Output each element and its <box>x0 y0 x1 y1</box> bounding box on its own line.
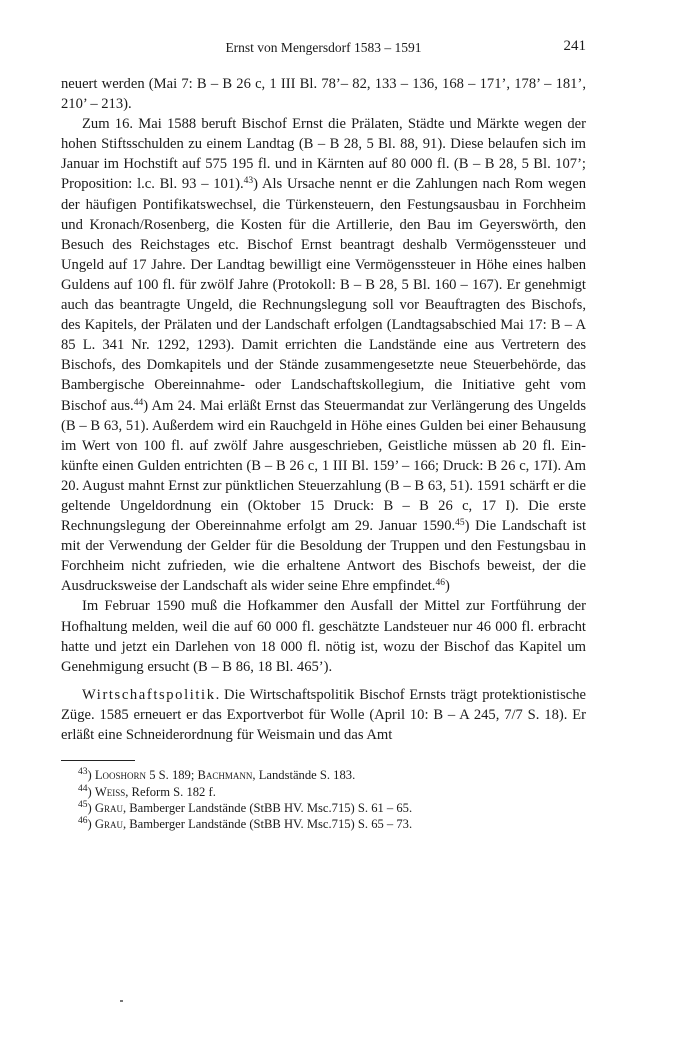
text-run: ) Die Landschaft ist mit der Verwendung der Gelder für die Besoldung der Truppen und den Festungsbau in Forchheim nicht zufrieden, wie die erhaltene Antwort des Bischofs beweist, der die Ausdrucksweise der Landschaft als wider seine Ehre empfindet. <box>61 518 587 595</box>
footnote-number: 43 <box>78 767 88 778</box>
text-run: ) <box>444 578 450 595</box>
text-run: ) Als Ursache nennt er die Zahlungen nach Rom wegen der häufigen Pontifikatswechsel, die Türkensteuern, den Festungsausbau in Forchheim und Kronach/Rosenberg, die Kosten für die Artillerie, den Bau im Geyerswörth, den Besuch des Reichstages etc. Bischof Ernst beantragt deshalb Vermögenssteuer und Ungeld auf 17 Jahre. Der Landtag bewilligt eine Vermögenssteuer in Höhe eines halben Guldens auf 100 fl. für zwölf Jahre (Protokoll: B – B 28, 5 Bl. 160 – 167). Er genehmigt auch das beantragte Ungeld, die Rechnungslegung soll vor Beauftragten des Bischofs, des Kapitels, der Prälaten und der Landschaft erfolgen (Landtagsabschied Mai 17: B – A 85 L. 341 Nr. 1292, 1293). Damit errichten die Landstände eine aus Vertretern des Bischofs, des Domkapitels und der Stände zusammengesetzte neue Steuerbehörde, das Bambergische Obereinnahme- oder Landschaftskollegium, die Initiative geht vom Bischof aus. <box>61 176 586 414</box>
footnote-author: Grau <box>94 817 123 832</box>
footnote-43: $^{43}$) Looshorn 5 S. 189; Bachmann, Landstände S. 183. <box>78 767 356 783</box>
paragraph-hofkammer-1590: Im Februar 1590 muß die Hofkammer den Ausfall der Mittel zur Fortführung der Hofhaltung melden, weil die auf 60 000 fl. geschätzte Landsteuer nur 46 000 fl. erbracht hatte und jetzt ein Darlehen von 18 000 fl. nötig ist, wozu der Bischof das Kapitel um Genehmigung ersucht (B – B 86, 18 Bl. 465’). <box>61 598 586 675</box>
footnote-number: 45 <box>78 799 88 810</box>
footnote-ref-44[interactable]: 44 <box>133 397 144 408</box>
running-head-title: Ernst von Mengersdorf 1583 – 1591 <box>225 40 422 55</box>
footnote-text: , Reform S. 182 f. <box>125 784 216 799</box>
paragraph-landtag-1588 <box>61 114 586 596</box>
main-text <box>61 74 586 745</box>
book-page <box>61 38 586 833</box>
footnote-text: , Landstände S. 183. <box>252 768 356 783</box>
footnote-text: 5 S. 189; <box>146 768 198 783</box>
footnote-author: Bachmann <box>197 768 253 783</box>
section-heading: Wirtschaftspolitik <box>82 686 216 703</box>
page-number: 241 <box>563 38 586 54</box>
footnote-number: 46 <box>78 816 88 827</box>
footnote-divider <box>61 760 135 761</box>
footnote-text: , Bamberger Landstände (StBB HV. Msc.715) S. 65 – 73. <box>122 817 413 832</box>
footnote-ref-45[interactable]: 45 <box>455 518 465 529</box>
footnote-number: 44 <box>78 783 88 794</box>
footnote-45: $^{45}$) Grau, Bamberger Landstände (StBB HV. Msc.715) S. 61 – 65. <box>78 799 413 815</box>
footnote-author: Grau <box>94 800 123 815</box>
text-run: Zum 16. Mai 1588 beruft Bischof Ernst die Prälaten, Städte und Märkte wegen der hohen Stiftsschulden zu einem Landtag (B – B 28, 5 Bl. 88, 91). Diese belaufen sich im Januar im Hochstift auf 575 195 fl. und in Kärnten auf 80 000 fl. (B – B 28, 5 Bl. 107’; Proposition: l.c. Bl. 93 – 101). <box>61 116 586 193</box>
scan-speck <box>120 1000 123 1002</box>
footnote-46: $^{46}$) Grau, Bamberger Landstände (StBB HV. Msc.715) S. 65 – 73. <box>78 816 413 832</box>
footnotes <box>61 767 586 833</box>
footnote-ref-43[interactable]: 43 <box>243 176 254 187</box>
footnote-text: , Bamberger Landstände (StBB HV. Msc.715) S. 61 – 65. <box>122 800 413 815</box>
text-run: ) Am 24. Mai erläßt Ernst das Steuermandat zur Verlängerung des Ungelds (B – B 63, 51). Außerdem wird ein Rauchgeld in Höhe eines Gulden bei einer Behausung im Wert von 100 fl. auf zwölf Jahre ausgeschrieben, Geistliche müssen ab 20 fl. Einkünfte einen Gulden entrichten (B – B 26 c, 1 III Bl. 159’ – 166; Druck: B 26 c, 17I). Am 20. August mahnt Ernst zur pünktlichen Steuerzahlung (B – B 63, 51). 1591 schärft er die geltende Ungeldordnung ein (Oktober 15 Druck: B – B 26 c, 17 I). Die erste Rechnungslegung der Obereinnahme erfolgt am 29. Januar 1590. <box>61 397 586 535</box>
footnote-44: $^{44}$) Weiss, Reform S. 182 f. <box>78 783 216 799</box>
running-head <box>61 38 586 60</box>
footnote-author: Weiss <box>94 784 126 799</box>
footnote-ref-46[interactable]: 46 <box>435 578 445 589</box>
paragraph-continuation: neuert werden (Mai 7: B – B 26 c, 1 III Bl. 78’– 82, 133 – 136, 168 – 171’, 178’ – 181’, 210’ – 213). <box>61 76 586 113</box>
footnote-author: Looshorn <box>94 768 147 783</box>
text-run: . Die Wirtschaftspolitik Bischof Ernsts trägt protektionistische Züge. 1585 erneuert er das Exportverbot für Wolle (April 10: B – A 245, 7/7 S. 18). Er erläßt eine Schneiderordnung für Weismain und das Amt <box>61 686 586 743</box>
paragraph-wirtschaftspolitik <box>61 685 586 745</box>
